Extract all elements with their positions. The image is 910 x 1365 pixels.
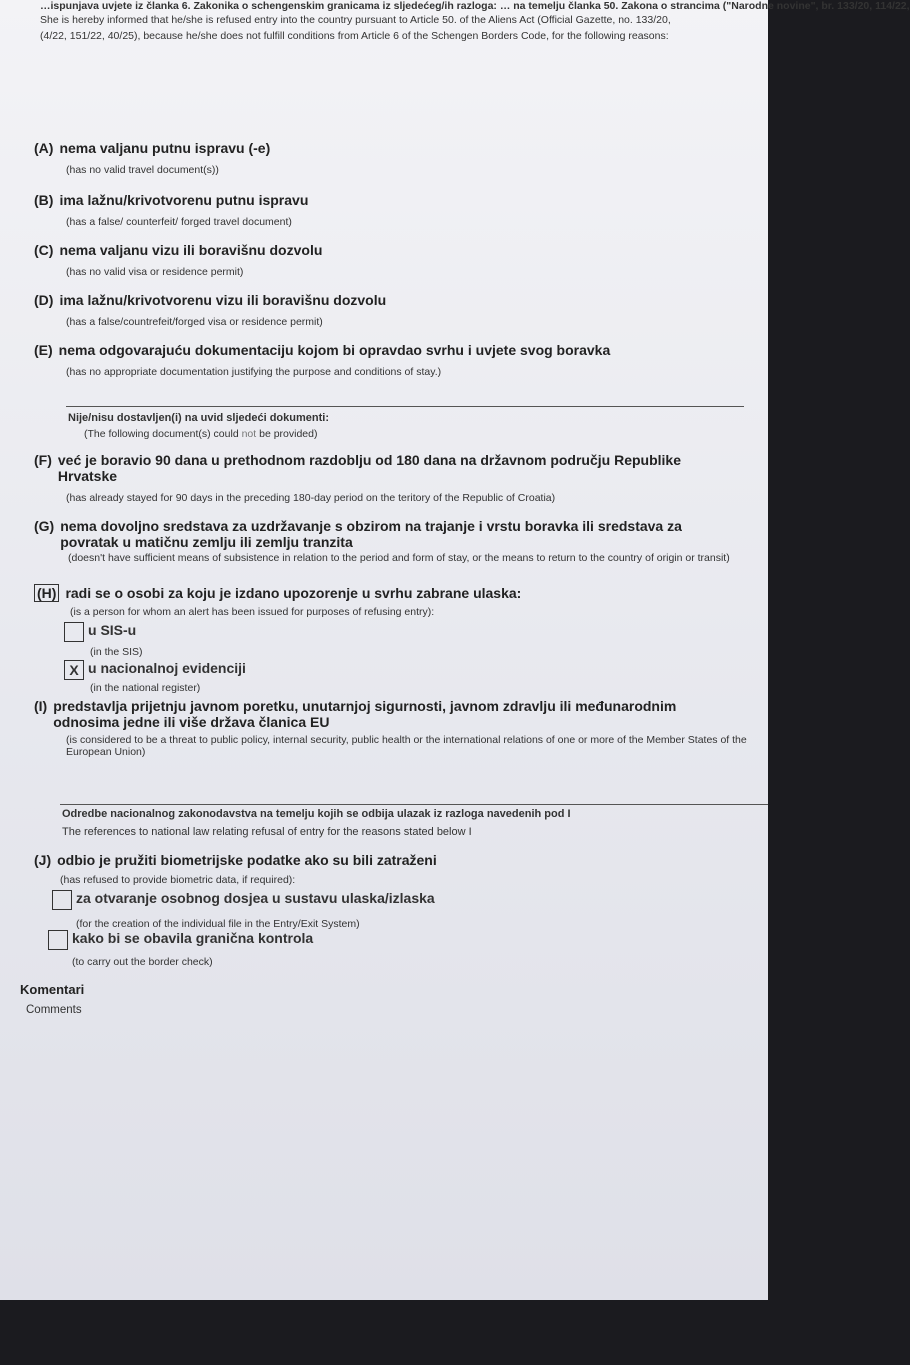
national-register-en: (in the national register) (90, 682, 201, 694)
reason-e (34, 342, 759, 378)
reason-letter: (E) (34, 342, 53, 358)
reason-hr: odbio je pružiti biometrijske podatke ako su bili zatraženi (57, 852, 437, 868)
national-register-checkbox[interactable]: X (64, 660, 84, 680)
reason-letter: (A) (34, 140, 54, 156)
divider-line (66, 406, 744, 407)
reason-j (34, 852, 759, 870)
reason-letter: (D) (34, 292, 54, 308)
reason-letter: (I) (34, 698, 48, 714)
reason-hr: već je boravio 90 dana u prethodnom razdoblju od 180 dana na državnom području Republike Hrvatske (57, 452, 682, 484)
national-law-en: The references to national law relating refusal of entry for the reasons stated below I (62, 826, 472, 838)
reason-h-en: (is a person for whom an alert has been issued for purposes of refusing entry): (70, 606, 435, 618)
reason-d (34, 292, 759, 328)
reason-letter: (G) (34, 518, 55, 534)
sis-option-en: (in the SIS) (90, 646, 143, 658)
reason-en: (has no appropriate documentation justifying the purpose and conditions of stay.) (66, 366, 442, 378)
reason-hr: nema dovoljno sredstava za uzdržavanje s obzirom na trajanje i vrstu boravka ili sredstava za povratak u matičnu zemlju ili zemlju tranzita (60, 518, 682, 550)
comments-subheading: Comments (26, 1004, 82, 1016)
reason-h (34, 584, 759, 603)
reason-en: (has a false/countrefeit/forged visa or residence permit) (66, 316, 323, 328)
reason-a (34, 140, 759, 176)
sis-option (64, 622, 136, 642)
header-line-1: …ispunjava uvjete iz članka 6. Zakonika o schengenskim granicama iz sljedećeg/ih razloga: … na temelju članka 50. Zakona o strancima ("Narodne novine", br. 133/20, 114/22, (40, 0, 910, 12)
ees-option-label: za otvaranje osobnog dosjea u sustavu ulaska/izlaska (76, 890, 435, 906)
header-line-3: (4/22, 151/22, 40/25), because he/she does not fulfill conditions from Article 6 of the Schengen Borders Code, for the following reasons: (40, 30, 669, 42)
reason-letter: (H) (34, 584, 59, 602)
ees-option-en: (for the creation of the individual file in the Entry/Exit System) (76, 918, 360, 930)
border-check-label: kako bi se obavila granična kontrola (72, 930, 314, 946)
comments-area[interactable] (20, 1022, 750, 1272)
reason-letter: (C) (34, 242, 54, 258)
ees-option (52, 890, 435, 910)
reason-en: (has no valid visa or residence permit) (66, 266, 244, 278)
docs-note-en-b: be provided) (259, 428, 318, 440)
national-law-hr: Odredbe nacionalnog zakonodavstva na temelju kojih se odbija ulazak iz razloga navedenih pod I (62, 808, 571, 820)
ees-checkbox[interactable] (52, 890, 72, 910)
reason-hr: nema valjanu putnu ispravu (-e) (59, 140, 271, 156)
reason-hr: nema valjanu vizu ili boravišnu dozvolu (59, 242, 323, 258)
reason-g (34, 518, 759, 564)
reason-en: (doesn't have sufficient means of subsistence in relation to the period and form of stay, or the means to return to the country of origin or transit) (68, 552, 730, 564)
reason-en: (is considered to be a threat to public policy, internal security, public health or the international relations of one or more of the Member States of the European Union) (66, 734, 747, 758)
reason-hr: ima lažnu/krivotvorenu putnu ispravu (59, 192, 309, 208)
reason-en: (has no valid travel document(s)) (66, 164, 219, 176)
comments-heading: Komentari (20, 982, 85, 997)
reason-c (34, 242, 759, 278)
docs-note-en-a: (The following document(s) could (84, 428, 239, 440)
reason-i (34, 698, 759, 758)
reason-letter: (J) (34, 852, 52, 868)
docs-note-not: not (241, 428, 257, 440)
docs-note-en (84, 428, 317, 440)
sis-checkbox[interactable] (64, 622, 84, 642)
reason-letter: (F) (34, 452, 52, 468)
national-register-option (64, 660, 246, 680)
national-register-label: u nacionalnoj evidenciji (88, 660, 246, 676)
reason-hr: ima lažnu/krivotvorenu vizu ili boravišnu dozvolu (59, 292, 387, 308)
sis-option-label: u SIS-u (88, 622, 137, 638)
reason-en: (has a false/ counterfeit/ forged travel document) (66, 216, 292, 228)
reason-j-en: (has refused to provide biometric data, if required): (60, 874, 296, 886)
header-line-2: She is hereby informed that he/she is refused entry into the country pursuant to Article 50. of the Aliens Act (Official Gazette, no. 133/20, (40, 14, 671, 26)
reason-f (34, 452, 759, 504)
reason-letter: (B) (34, 192, 54, 208)
reason-b (34, 192, 759, 228)
reason-en: (has already stayed for 90 days in the preceding 180-day period on the teritory of the Republic of Croatia) (66, 492, 556, 504)
border-check-en: (to carry out the border check) (72, 956, 213, 968)
reason-hr: nema odgovarajuću dokumentaciju kojom bi opravdao svrhu i uvjete svog boravka (58, 342, 611, 358)
border-check-checkbox[interactable] (48, 930, 68, 950)
divider-line (60, 804, 768, 805)
reason-hr: predstavlja prijetnju javnom poretku, unutarnjoj sigurnosti, javnom zdravlju ili međunarodnim odnosima jedne ili više država članica EU (53, 698, 677, 730)
reason-hr: radi se o osobi za koju je izdano upozorenje u svrhu zabrane ulaska: (65, 585, 522, 601)
docs-note-hr: Nije/nisu dostavljen(i) na uvid sljedeći dokumenti: (68, 412, 329, 424)
border-check-option (48, 930, 313, 950)
